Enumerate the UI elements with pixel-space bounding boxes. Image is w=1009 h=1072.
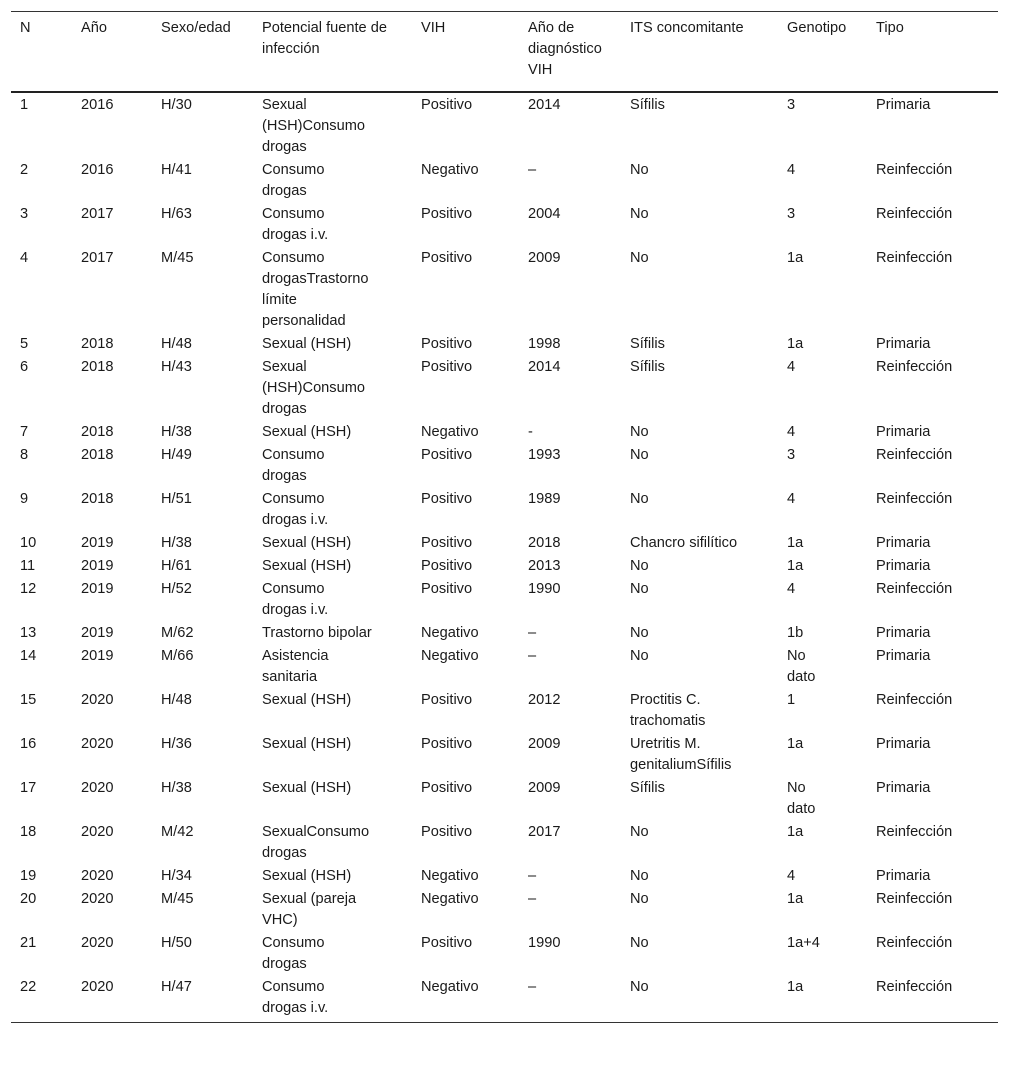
cell-sex-age: H/43 [161, 359, 192, 375]
cell-genotype: 1a [787, 979, 804, 995]
cell-hiv: Positivo [421, 780, 473, 796]
cell-type: Reinfección [876, 447, 953, 463]
table-row [11, 420, 998, 443]
cell-n: 22 [20, 979, 37, 995]
cell-n: 10 [20, 535, 37, 551]
table-row [11, 820, 998, 864]
cell-n: 7 [20, 424, 29, 440]
cell-type: Primaria [876, 868, 931, 884]
cell-hiv-diagnosis-year: 2018 [528, 535, 561, 551]
cell-type: Reinfección [876, 891, 953, 907]
cell-hiv-diagnosis-year: – [528, 868, 537, 884]
cell-hiv-diagnosis-year: 2012 [528, 692, 561, 708]
cell-infection-source: Sexual (pareja VHC) [262, 891, 357, 928]
cell-hiv: Negativo [421, 162, 479, 178]
cell-hiv-diagnosis-year: - [528, 424, 533, 440]
cell-infection-source: Consumo drogasTrastorno límite personalidad [262, 250, 369, 329]
cell-infection-source: Consumo drogas i.v. [262, 979, 329, 1016]
cell-hiv: Negativo [421, 868, 479, 884]
column-header-concomitant-sti: ITS concomitante [630, 20, 744, 36]
cell-concomitant-sti: No [630, 447, 649, 463]
cell-sex-age: H/30 [161, 97, 192, 113]
cell-hiv: Negativo [421, 648, 479, 664]
table-header [11, 12, 998, 93]
cell-sex-age: M/45 [161, 891, 194, 907]
cell-concomitant-sti: No [630, 648, 649, 664]
cell-type: Reinfección [876, 250, 953, 266]
cell-n: 3 [20, 206, 29, 222]
cell-sex-age: H/47 [161, 979, 192, 995]
cell-year: 2019 [81, 648, 114, 664]
table-body [11, 92, 998, 1023]
table-row [11, 355, 998, 420]
cell-hiv-diagnosis-year: 1998 [528, 336, 561, 352]
cell-infection-source: Asistencia sanitaria [262, 648, 329, 685]
cell-genotype: 1b [787, 625, 804, 641]
table-row [11, 487, 998, 531]
table-row [11, 246, 998, 332]
cell-concomitant-sti: No [630, 625, 649, 641]
cell-sex-age: H/48 [161, 336, 192, 352]
cell-hiv-diagnosis-year: 2009 [528, 780, 561, 796]
table-row [11, 554, 998, 577]
cell-n: 4 [20, 250, 29, 266]
cell-infection-source: Consumo drogas i.v. [262, 491, 329, 528]
cell-hiv: Positivo [421, 206, 473, 222]
cell-sex-age: M/45 [161, 250, 194, 266]
cell-type: Primaria [876, 336, 931, 352]
cell-n: 13 [20, 625, 37, 641]
cell-sex-age: H/49 [161, 447, 192, 463]
cell-year: 2019 [81, 581, 114, 597]
cell-year: 2018 [81, 491, 114, 507]
column-header-sex-age: Sexo/edad [161, 20, 231, 36]
cell-concomitant-sti: No [630, 424, 649, 440]
cell-concomitant-sti: No [630, 935, 649, 951]
cell-type: Reinfección [876, 824, 953, 840]
cell-infection-source: Sexual (HSH) [262, 336, 352, 352]
cell-genotype: 1 [787, 692, 796, 708]
cell-type: Reinfección [876, 491, 953, 507]
cell-hiv: Positivo [421, 359, 473, 375]
cell-infection-source: Consumo drogas [262, 935, 325, 972]
cell-hiv: Negativo [421, 424, 479, 440]
table-row [11, 931, 998, 975]
cell-concomitant-sti: Sífilis [630, 780, 665, 796]
cell-hiv-diagnosis-year: – [528, 979, 537, 995]
cell-infection-source: Sexual (HSH) [262, 535, 352, 551]
cell-infection-source: Sexual (HSH) [262, 558, 352, 574]
cell-year: 2016 [81, 162, 114, 178]
cell-infection-source: Sexual (HSH) [262, 736, 352, 752]
cell-concomitant-sti: Sífilis [630, 97, 665, 113]
cell-year: 2020 [81, 824, 114, 840]
cell-hiv: Positivo [421, 692, 473, 708]
cell-type: Primaria [876, 625, 931, 641]
cell-hiv-diagnosis-year: – [528, 891, 537, 907]
cell-infection-source: Sexual (HSH) [262, 424, 352, 440]
table-row [11, 202, 998, 246]
cell-n: 18 [20, 824, 37, 840]
cell-infection-source: Sexual (HSH) [262, 868, 352, 884]
cell-infection-source: Sexual (HSH)Consumo drogas [262, 359, 365, 417]
cell-infection-source: Consumo drogas [262, 162, 325, 199]
cell-year: 2017 [81, 206, 114, 222]
table-row [11, 158, 998, 202]
cell-genotype: 4 [787, 868, 796, 884]
cell-type: Reinfección [876, 692, 953, 708]
cell-hiv-diagnosis-year: 2014 [528, 359, 561, 375]
cell-genotype: 1a [787, 824, 804, 840]
cell-genotype: 1a [787, 891, 804, 907]
cell-genotype: 1a [787, 336, 804, 352]
cell-type: Primaria [876, 97, 931, 113]
cell-sex-age: M/66 [161, 648, 194, 664]
cell-infection-source: Sexual (HSH)Consumo drogas [262, 97, 365, 155]
table-row [11, 975, 998, 1023]
cell-sex-age: H/52 [161, 581, 192, 597]
cell-sex-age: H/51 [161, 491, 192, 507]
cell-hiv: Positivo [421, 250, 473, 266]
cell-infection-source: Sexual (HSH) [262, 780, 352, 796]
cell-year: 2020 [81, 868, 114, 884]
cell-genotype: 4 [787, 581, 796, 597]
cell-hiv: Negativo [421, 891, 479, 907]
cell-year: 2020 [81, 780, 114, 796]
cell-concomitant-sti: No [630, 868, 649, 884]
cell-type: Primaria [876, 736, 931, 752]
cell-n: 17 [20, 780, 37, 796]
cell-concomitant-sti: No [630, 891, 649, 907]
cell-n: 9 [20, 491, 29, 507]
cell-hiv-diagnosis-year: 1989 [528, 491, 561, 507]
column-header-hiv: VIH [421, 20, 446, 36]
cell-hiv-diagnosis-year: 2009 [528, 736, 561, 752]
column-header-genotype: Genotipo [787, 20, 847, 36]
cell-infection-source: SexualConsumo drogas [262, 824, 370, 861]
cell-hiv-diagnosis-year: 1993 [528, 447, 561, 463]
cell-sex-age: H/38 [161, 424, 192, 440]
cell-n: 2 [20, 162, 29, 178]
column-header-year: Año [81, 20, 107, 36]
cell-hiv: Negativo [421, 625, 479, 641]
cell-genotype: 3 [787, 206, 796, 222]
cell-year: 2020 [81, 736, 114, 752]
table-row [11, 776, 998, 820]
cell-year: 2019 [81, 535, 114, 551]
cell-year: 2019 [81, 625, 114, 641]
cell-year: 2018 [81, 424, 114, 440]
column-header-type: Tipo [876, 20, 904, 36]
cell-hiv-diagnosis-year: – [528, 162, 537, 178]
cell-sex-age: H/61 [161, 558, 192, 574]
cell-hiv: Positivo [421, 581, 473, 597]
cases-table [11, 11, 998, 1023]
cell-genotype: 1a [787, 250, 804, 266]
cell-type: Reinfección [876, 581, 953, 597]
table-row [11, 732, 998, 776]
cell-genotype: 4 [787, 359, 796, 375]
cell-year: 2018 [81, 359, 114, 375]
cell-genotype: No dato [787, 648, 816, 685]
cell-concomitant-sti: No [630, 250, 649, 266]
table-row [11, 688, 998, 732]
cell-hiv: Positivo [421, 824, 473, 840]
cell-n: 20 [20, 891, 37, 907]
cell-n: 5 [20, 336, 29, 352]
cell-concomitant-sti: No [630, 581, 649, 597]
cell-n: 21 [20, 935, 37, 951]
cell-sex-age: H/36 [161, 736, 192, 752]
table-row [11, 621, 998, 644]
cell-n: 16 [20, 736, 37, 752]
cell-type: Reinfección [876, 359, 953, 375]
cell-hiv-diagnosis-year: – [528, 648, 537, 664]
cell-year: 2018 [81, 447, 114, 463]
cell-genotype: 1a+4 [787, 935, 820, 951]
cell-type: Reinfección [876, 935, 953, 951]
cell-year: 2017 [81, 250, 114, 266]
column-header-infection-source: Potencial fuente de infección [262, 20, 387, 57]
table-row [11, 332, 998, 355]
table-row [11, 887, 998, 931]
cell-sex-age: H/41 [161, 162, 192, 178]
cell-type: Primaria [876, 780, 931, 796]
table-row [11, 577, 998, 621]
cell-n: 11 [20, 558, 36, 574]
cell-sex-age: H/48 [161, 692, 192, 708]
cell-sex-age: H/63 [161, 206, 192, 222]
cell-type: Primaria [876, 535, 931, 551]
cell-infection-source: Consumo drogas [262, 447, 325, 484]
cell-type: Reinfección [876, 206, 953, 222]
cell-sex-age: H/50 [161, 935, 192, 951]
cell-type: Reinfección [876, 979, 953, 995]
table-row [11, 443, 998, 487]
cell-year: 2020 [81, 935, 114, 951]
cell-concomitant-sti: Sífilis [630, 336, 665, 352]
cell-hiv-diagnosis-year: 2009 [528, 250, 561, 266]
cell-n: 14 [20, 648, 37, 664]
cell-hiv-diagnosis-year: 1990 [528, 935, 561, 951]
cell-genotype: 4 [787, 162, 796, 178]
cell-n: 6 [20, 359, 29, 375]
cell-concomitant-sti: Proctitis C. trachomatis [630, 692, 706, 729]
cell-hiv: Positivo [421, 736, 473, 752]
cell-sex-age: M/62 [161, 625, 194, 641]
column-header-hiv-diagnosis-year: Año de diagnóstico VIH [528, 20, 602, 78]
header-row [11, 12, 998, 93]
cell-concomitant-sti: No [630, 558, 649, 574]
cell-infection-source: Sexual (HSH) [262, 692, 352, 708]
table-row [11, 92, 998, 158]
cell-n: 19 [20, 868, 37, 884]
cell-infection-source: Consumo drogas i.v. [262, 206, 329, 243]
cell-concomitant-sti: No [630, 979, 649, 995]
cell-year: 2020 [81, 891, 114, 907]
column-header-n: N [20, 20, 31, 36]
cell-genotype: 1a [787, 736, 804, 752]
cell-genotype: 4 [787, 424, 796, 440]
cell-type: Reinfección [876, 162, 953, 178]
cell-hiv-diagnosis-year: – [528, 625, 537, 641]
cell-hiv: Positivo [421, 558, 473, 574]
cell-type: Primaria [876, 648, 931, 664]
cell-hiv: Positivo [421, 336, 473, 352]
cell-genotype: 3 [787, 447, 796, 463]
cell-year: 2020 [81, 692, 114, 708]
cell-hiv: Positivo [421, 447, 473, 463]
cell-year: 2016 [81, 97, 114, 113]
cell-genotype: 1a [787, 535, 804, 551]
cell-genotype: No dato [787, 780, 816, 817]
table-row [11, 531, 998, 554]
cell-infection-source: Consumo drogas i.v. [262, 581, 329, 618]
cell-sex-age: H/38 [161, 535, 192, 551]
cell-genotype: 3 [787, 97, 796, 113]
cell-genotype: 1a [787, 558, 804, 574]
cell-hiv-diagnosis-year: 1990 [528, 581, 561, 597]
table-container [11, 11, 998, 1023]
table-row [11, 644, 998, 688]
cell-concomitant-sti: No [630, 824, 649, 840]
cell-infection-source: Trastorno bipolar [262, 625, 372, 641]
cell-hiv-diagnosis-year: 2017 [528, 824, 561, 840]
cell-genotype: 4 [787, 491, 796, 507]
cell-n: 8 [20, 447, 29, 463]
cell-sex-age: H/38 [161, 780, 192, 796]
cell-hiv-diagnosis-year: 2014 [528, 97, 561, 113]
cell-hiv: Positivo [421, 935, 473, 951]
cell-concomitant-sti: Uretritis M. genitaliumSífilis [630, 736, 732, 773]
cell-type: Primaria [876, 424, 931, 440]
cell-hiv-diagnosis-year: 2004 [528, 206, 561, 222]
cell-concomitant-sti: No [630, 206, 649, 222]
cell-hiv: Positivo [421, 491, 473, 507]
table-row [11, 864, 998, 887]
cell-type: Primaria [876, 558, 931, 574]
cell-hiv-diagnosis-year: 2013 [528, 558, 561, 574]
cell-concomitant-sti: Sífilis [630, 359, 665, 375]
cell-concomitant-sti: No [630, 491, 649, 507]
cell-year: 2020 [81, 979, 114, 995]
cell-sex-age: M/42 [161, 824, 194, 840]
cell-hiv: Positivo [421, 535, 473, 551]
cell-hiv: Positivo [421, 97, 473, 113]
cell-year: 2018 [81, 336, 114, 352]
cell-concomitant-sti: No [630, 162, 649, 178]
cell-n: 15 [20, 692, 37, 708]
cell-year: 2019 [81, 558, 114, 574]
cell-concomitant-sti: Chancro sifilítico [630, 535, 738, 551]
cell-n: 1 [20, 97, 29, 113]
cell-n: 12 [20, 581, 37, 597]
cell-hiv: Negativo [421, 979, 479, 995]
cell-sex-age: H/34 [161, 868, 192, 884]
